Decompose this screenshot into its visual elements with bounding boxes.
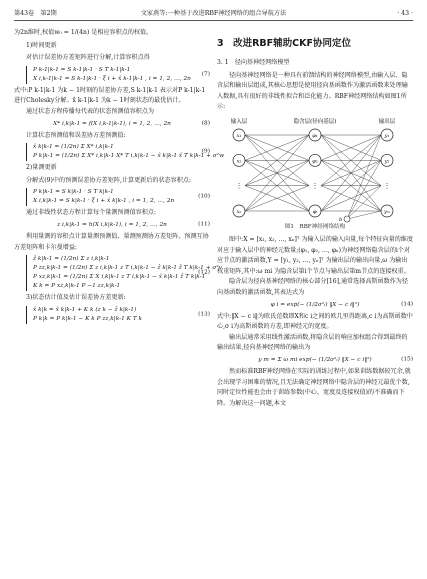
bias-label: b [339, 216, 343, 223]
paragraph: 径向基神经网络是一种具有前馈结构的神经网络模型,由输入层、隐含层和输出层组成,其核心思想是使用径向基函数作为激活函数来处理输入数据,具有很好的非线性拟合和泛化能力。RBF神经网络结构如图1所示: [217, 71, 408, 111]
equation-number: (11) [198, 221, 210, 228]
subsection-state-update: 3)状态估计值及估计误差协方差更新: [26, 294, 126, 302]
header-volume: 第43卷 第2期 [14, 10, 57, 17]
running-header [14, 8, 413, 21]
right-column [217, 28, 413, 409]
hidden-neuron-label: φ₂ [312, 158, 318, 165]
paragraph: 通过状态方程传播每代表的状态预测值容积点为 [26, 107, 154, 115]
equation-line: P k|k = P k|k-1 − K k P zz,k|k-1 K T k [33, 315, 143, 322]
equation-number: (12) [198, 269, 210, 276]
hidden-neuron-label: φᵢ [312, 208, 318, 215]
equation-14 [217, 301, 413, 310]
subsection-heading: 3. 1 径向基神经网络模型 [217, 59, 290, 66]
hidden-layer-label: 隐含层(径向基层) [293, 118, 337, 125]
equation-11 [14, 221, 210, 230]
paragraph: 对估计误差协方差矩阵进行分解,计算容积点得 [26, 54, 150, 62]
hidden-neuron-label: φ₁ [312, 132, 318, 139]
ellipsis-label: ⋮ [312, 182, 318, 190]
paragraph: 式中:P k-1|k-1 为k − 1时刻的误差协方差,S k-1|k-1 表示对P k-1|k-1 进行Cholesky分解。x̂ k-1|k-1 为k − 1时刻状态的最优估计。 [14, 86, 206, 105]
left-column [14, 28, 225, 326]
equation-number: (13) [198, 311, 210, 318]
figure-caption: 图1 RBF神经网络结构 [284, 223, 346, 230]
equation-line: x̂ k|k = x̂ k|k-1 + K k (z k − ẑ k|k-1) [33, 306, 137, 313]
subsection-measurement-update: 2)量测更新 [26, 164, 57, 172]
paragraph: 然而标准RBF神经网络在实际的训练过程中,如果训练数据较冗余,就会出现学习困难的情况,且无法确定神经网络中隐含层的神经元最优个数,同时定位性能也会由于训练参数(中心、宽度及连接权值)的不准确而下降。为解决这一问题,本文 [217, 367, 411, 407]
bias-connection [347, 186, 381, 219]
equation-7 [14, 66, 210, 84]
equation-10 [14, 188, 210, 206]
equation-line: P zz,k|k-1 = (1/2n) Σ z i,k|k-1 z T i,k|k-1 − ẑ k|k-1 ẑ T k|k-1 + σ²v [33, 265, 222, 272]
equation-line: z i,k|k-1 = h(X i,k|k-1), i = 1, 2, …, 2n [57, 221, 167, 228]
equation-8 [14, 120, 210, 129]
rbf-network-diagram [217, 115, 413, 223]
paragraph: 为2n维时,权值w₀ = 1/(4n) 是相应容积点的权值。 [14, 29, 153, 36]
subsection-time-update: 1)时间更新 [26, 41, 57, 49]
input-neuron-label: x₂ [236, 158, 242, 165]
equation-number: (7) [201, 71, 210, 78]
equation-line: X i,k|k-1 = S k|k-1 · ξ i + x̂ k|k-1 , i = 1, 2, …, 2n [33, 198, 175, 205]
input-neuron-label: xₙ [236, 208, 242, 215]
bias-node [344, 216, 350, 222]
equation-number: (8) [201, 120, 210, 127]
paragraph: 图中:X = [x₁, x₂, …, xₙ]ᵀ 为输入层的输入向量,每个特征向量的维度对应于输入层中的神经元数量;(φ₁, φ₂, …, φₙ)为神经网络隐含层的i个对应节点的激活函数,Y = [y₁, y₂, …, yₙ]ᵀ 为输出层的输出向量,ω 为输出权重矩阵,其中:ω mi 为隐含层第i个节点与输出层第m节点的连接权重。 [217, 235, 413, 275]
bias-connection [347, 160, 381, 219]
equation-line: φ i = exp(− (1/2σ²ᵢ) ‖X − c i‖²) [270, 301, 360, 308]
output-neuron-label: y₂ [384, 158, 390, 165]
equation-line: x̂ k|k-1 = (1/2n) Σ X* i,k|k-1 [33, 144, 114, 151]
rbf-network-figure [217, 115, 413, 233]
output-neuron-label: y₁ [384, 132, 390, 139]
equation-line: X* i,k|k-1 = f(X i,k-1|k-1), i = 1, 2, …, 2n [53, 120, 171, 127]
equation-line: P k|k-1 = S k|k-1 · S T k|k-1 [33, 189, 114, 196]
paragraph: 分解式(9)中的预测误差协方差矩阵,计算更新后的状态容积点: [26, 176, 191, 184]
equation-number: (9) [201, 148, 210, 155]
header-title: 文家燕等:一种基于改进RBF神经网络的组合导航方法 [140, 10, 287, 17]
output-layer-label: 输出层 [378, 118, 396, 125]
paragraph: 通过非线性状态方程计算每个量测预测值容积点: [26, 209, 157, 217]
equation-line: y m = Σ ω mi exp(− (1/2σ²ᵢ) ‖X − c i‖²) [258, 356, 372, 363]
paragraph: 隐含层为径向基神经网络的核心部分[16],通常选择高斯函数作为径向基函数的激活函数,其表达式为 [217, 278, 408, 296]
input-neuron-label: x₁ [236, 132, 242, 139]
equation-line: P k-1|k-1 = S k-1|k-1 · S T k-1|k-1 [33, 66, 131, 73]
paragraph: 利用量测的容积点计算量测预测值、量测预测协方差矩阵、预测互协方差矩阵和卡尔曼增益: [14, 232, 209, 251]
equation-line: P xz,k|k-1 = (1/2n) Σ X i,k|k-1 z T i,k|k-1 − x̂ k|k-1 ẑ T k|k-1 [33, 274, 206, 281]
equation-number: (15) [401, 356, 413, 363]
equation-line: K k = P xz,k|k-1 P −1 zz,k|k-1 [33, 283, 121, 290]
equation-number: (10) [198, 193, 210, 200]
equation-number: (14) [401, 301, 413, 308]
equation-line: ẑ k|k-1 = (1/2n) Σ z i,k|k-1 [33, 256, 110, 263]
paragraph: 式中:‖X − c i‖为欧氏范数即X和c i之间的欧几里得距离,c i为高斯函数中心,σ i为高斯函数的方差,即神经元的宽度。 [217, 312, 413, 331]
bias-connection [347, 211, 381, 219]
equation-line: X i,k-1|k-1 = S k-1|k-1 · ξ i + x̂ k-1|k-1 , i = 1, 2, …, 2n [33, 75, 191, 82]
paragraph: 计算状态预测值和误差协方差预测值: [26, 131, 126, 139]
equation-line: P k|k-1 = (1/2n) Σ X* i,k|k-1 X* T i,k|k-1 − x̂ k|k-1 x̂ T k|k-1 + σ²w [33, 153, 225, 160]
equation-12 [14, 255, 222, 291]
ellipsis-label: ⋮ [236, 182, 242, 190]
equation-13 [14, 306, 210, 324]
output-neuron-label: yₘ [384, 208, 390, 215]
ellipsis-label: ⋮ [384, 182, 390, 190]
header-page-number: · 43 · [397, 10, 413, 17]
section-heading: 3 改进RBF辅助CKF协同定位 [217, 38, 351, 49]
input-layer-label: 输入层 [230, 118, 248, 125]
paragraph: 输出层通常采用线性激活函数,将隐含层的响应加权组合得到最终的输出结果,径向基神经网络的输出为 [217, 333, 408, 352]
equation-9 [14, 143, 225, 161]
equation-15 [217, 356, 413, 365]
